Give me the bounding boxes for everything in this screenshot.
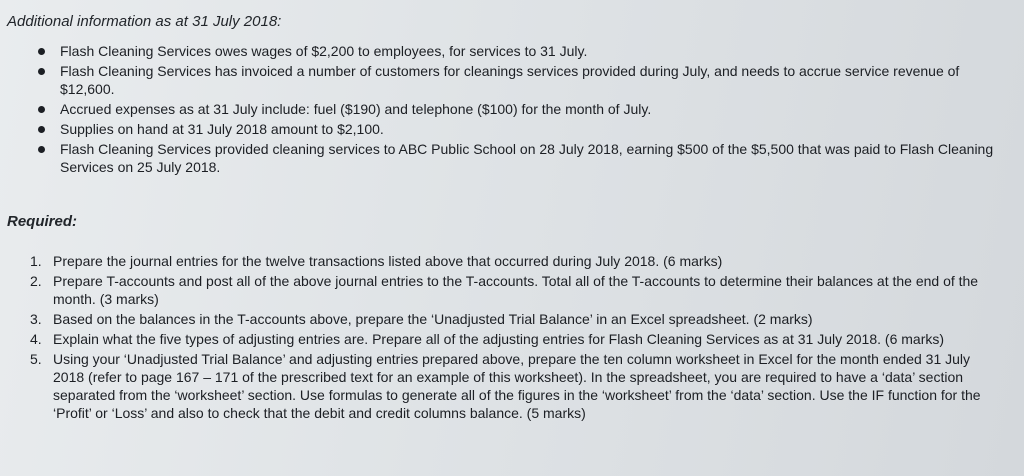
requirement-number: 5. [30,351,42,367]
bullet-dot-icon [38,48,45,55]
bullet-dot-icon [38,146,45,153]
requirement-text: Explain what the five types of adjusting entries are. Prepare all of the adjusting entries for Flash Cleaning Services as at 31 July 2018. (6 marks) [53,331,945,347]
bullet-dot-icon [38,106,45,113]
bullet-item [38,62,1008,98]
additional-info-list [38,42,1008,178]
bullet-item [38,120,1008,138]
requirement-number: 4. [30,331,42,347]
bullet-dot-icon [38,68,45,75]
requirement-text: Prepare the journal entries for the twelve transactions listed above that occurred during July 2018. (6 marks) [53,253,723,269]
bullet-text: Supplies on hand at 31 July 2018 amount to $2,100. [60,121,384,137]
bullet-item [38,100,1008,118]
requirement-item [30,310,1005,328]
bullet-dot-icon [38,126,45,133]
requirement-item [30,330,1005,348]
requirement-text: Based on the balances in the T-accounts above, prepare the ‘Unadjusted Trial Balance’ in an Excel spreadsheet. (2 marks) [53,311,813,327]
requirement-item [30,350,1005,422]
bullet-text: Flash Cleaning Services has invoiced a number of customers for cleanings services provided during July, and needs to accrue service revenue of $12,600. [60,63,960,97]
required-heading: Required: [7,213,78,230]
requirement-number: 3. [30,311,42,327]
requirement-item [30,272,1005,308]
requirements-list [30,252,1005,424]
additional-info-heading: Additional information as at 31 July 2018: [7,13,282,30]
requirement-number: 2. [30,273,42,289]
requirement-number: 1. [30,253,42,269]
bullet-item [38,42,1008,60]
requirement-item [30,252,1005,270]
bullet-text: Accrued expenses as at 31 July include: fuel ($190) and telephone ($100) for the month of July. [60,101,652,117]
bullet-item [38,140,1008,176]
bullet-text: Flash Cleaning Services owes wages of $2,200 to employees, for services to 31 July. [60,43,588,59]
requirement-text: Prepare T-accounts and post all of the above journal entries to the T-accounts. Total all of the T-accounts to determine their balances at the end of the month. (3 marks) [53,273,979,307]
requirement-text: Using your ‘Unadjusted Trial Balance’ and adjusting entries prepared above, prepare the ten column worksheet in Excel for the month ended 31 July 2018 (refer to page 167 – 171 of the prescribed text for an example of this worksheet). In the spreadsheet, you are required to have a ‘data’ section separated from the ‘worksheet’ section. Use formulas to generate all of the figures in the ‘worksheet’ from the ‘data’ section. Use the IF function for the ‘Profit’ or ‘Loss’ and also to check that the debit and credit columns balance. (5 marks) [53,351,981,421]
bullet-text: Flash Cleaning Services provided cleaning services to ABC Public School on 28 July 2018, earning $500 of the $5,500 that was paid to Flash Cleaning Services on 25 July 2018. [60,141,994,175]
